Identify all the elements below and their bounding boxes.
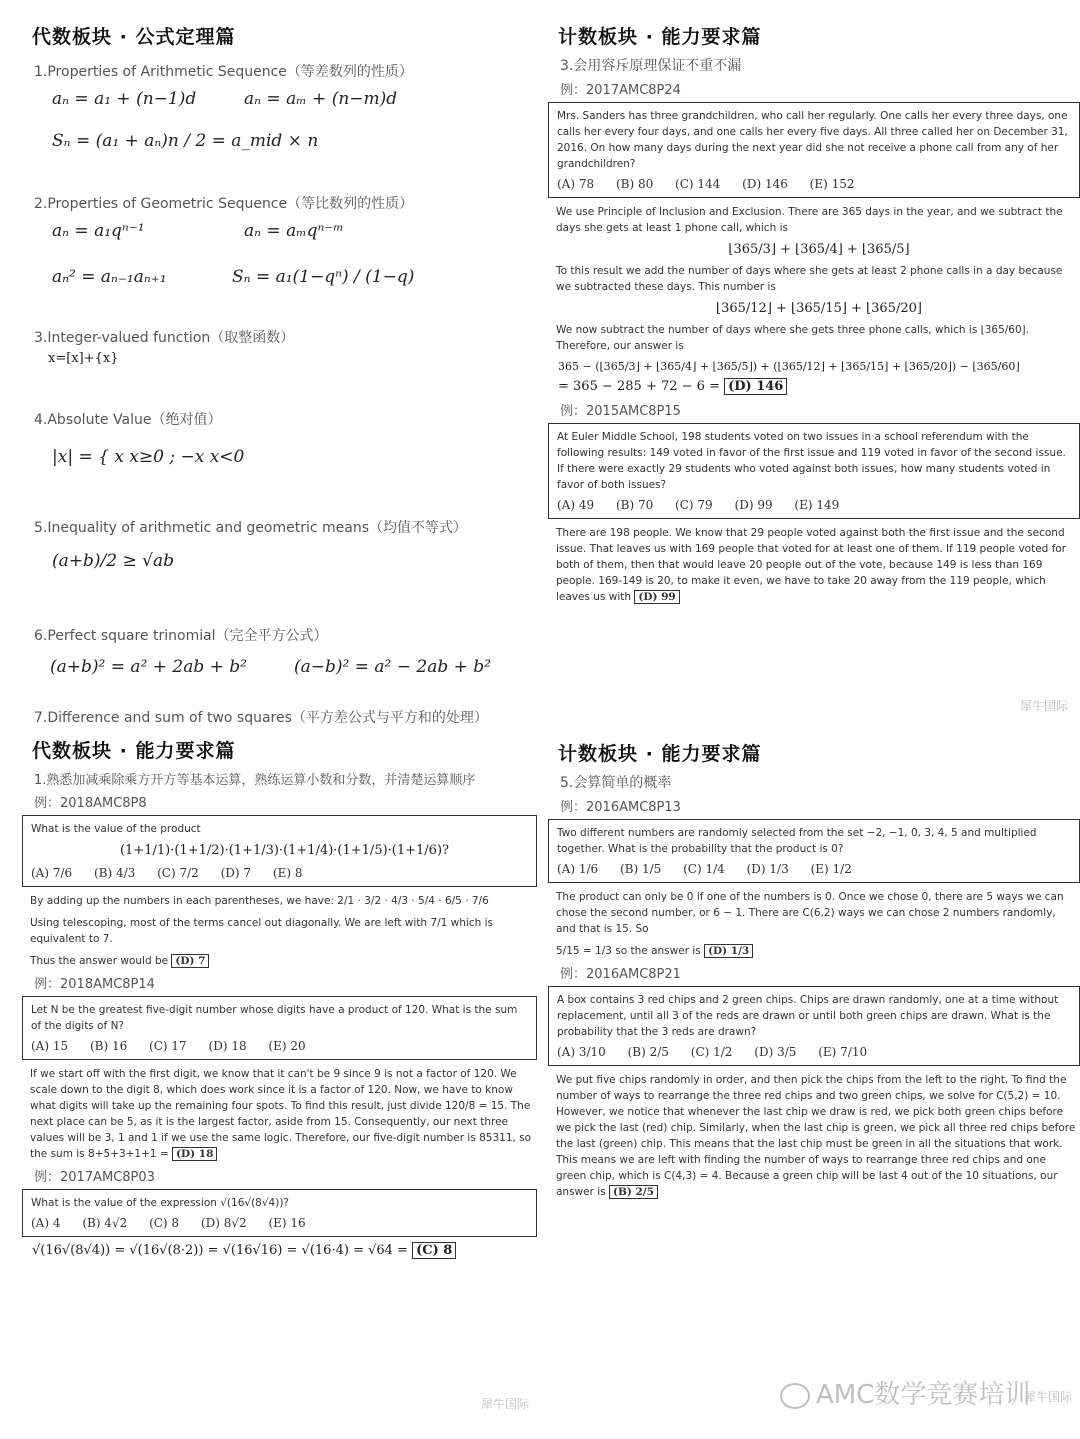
footer-watermark — [780, 1374, 1030, 1411]
wechat-icon — [780, 1383, 810, 1409]
section-label: 1.熟悉加减乘除乘方开方等基本运算，熟练运算小数和分数，并清楚运算顺序 — [34, 773, 476, 788]
choice: (A) 1/6 — [557, 862, 599, 876]
section-label: 6.Perfect square trinomial（完全平方公式） — [34, 628, 328, 644]
panel-algebra-ability — [22, 732, 537, 1432]
answer-box: (D) 18 — [172, 1147, 217, 1161]
formula: x=[x]+{x} — [48, 351, 119, 366]
problem-text: What is the value of the product — [31, 823, 201, 835]
solution-math: = 365 − 285 + 72 − 6 = — [558, 379, 720, 394]
solution-text: Thus the answer would be — [30, 955, 169, 967]
solution-text: We use Principle of Inclusion and Exclusion. There are 365 days in the year, and we subtract the days she gets at least 1 phone call, which is — [556, 206, 1063, 234]
formula: Sₙ = (a₁ + aₙ)n / 2 = a_mid × n — [52, 131, 319, 151]
answer-choices — [31, 1038, 528, 1054]
choice: (D) 7 — [220, 866, 252, 880]
problem-text: Let N be the greatest five-digit number whose digits have a product of 120. What is the sum of the digits of N? — [31, 1004, 518, 1032]
choice: (A) 78 — [557, 177, 595, 191]
problem-box — [22, 1189, 537, 1237]
section-label: 2.Properties of Geometric Sequence（等比数列的性质） — [34, 196, 414, 212]
choice: (E) 149 — [794, 498, 840, 512]
solution-text: Using telescoping, most of the terms cancel out diagonally. We are left with 7/1 which is equivalent to 7. — [30, 917, 493, 945]
panel-title: 计数板块 · 能力要求篇 — [558, 26, 762, 48]
example-label: 例：2016AMC8P21 — [560, 967, 681, 982]
formula: aₙ = aₘqⁿ⁻ᵐ — [244, 221, 344, 241]
choice: (D) 8√2 — [200, 1216, 247, 1230]
section-label: 3.Integer-valued function（取整函数） — [34, 330, 295, 346]
choice: (C) 79 — [675, 498, 713, 512]
choice: (B) 70 — [615, 498, 654, 512]
answer-choices — [557, 1044, 1071, 1060]
problem-math: (1+1/1)·(1+1/2)·(1+1/3)·(1+1/4)·(1+1/5)·(1+1/6)? — [119, 843, 449, 858]
solution-text: If we start off with the first digit, we know that it can't be 9 since 9 is not a factor of 120. We scale down to the digit 8, which does work since it is a factor of 120. Now, we have to know what digits will take up the remaining four spots. To find this result, just divide 120/8 = 15. The next place can be 5, as it is the largest factor, aside from 15. Consequently, our next three values will be 3, 1 and 1 if we use the same logic. Therefore, our five-digit number is 85311, so the sum is 8+5+3+1+1 = — [30, 1068, 532, 1160]
panel-title: 代数板块 · 公式定理篇 — [32, 26, 236, 48]
choice: (C) 17 — [149, 1039, 187, 1053]
panel-counting-probability — [548, 735, 1080, 1435]
choice: (A) 4 — [31, 1216, 61, 1230]
choice: (D) 1/3 — [746, 862, 789, 876]
answer-box: (D) 1/3 — [704, 944, 753, 958]
section-label: 7.Difference and sum of two squares（平方差公式与平方和的处理） — [34, 710, 488, 726]
choice: (A) 15 — [31, 1039, 69, 1053]
example-label: 例：2018AMC8P8 — [34, 796, 147, 811]
choice: (C) 1/4 — [683, 862, 725, 876]
answer-box: (B) 2/5 — [609, 1185, 658, 1199]
choice: (B) 1/5 — [619, 862, 662, 876]
panel-title: 代数板块 · 能力要求篇 — [32, 740, 236, 762]
choice: (E) 7/10 — [818, 1045, 868, 1059]
solution-math: √(16√(8√4)) = √(16√(8·2)) = √(16√16) = √(16·4) = √64 = — [32, 1243, 408, 1258]
solution-math: ⌊365/12⌋ + ⌊365/15⌋ + ⌊365/20⌋ — [716, 301, 922, 316]
choice: (B) 4/3 — [93, 866, 136, 880]
choice: (E) 1/2 — [810, 862, 852, 876]
problem-box — [548, 986, 1080, 1066]
example-label: 例：2015AMC8P15 — [560, 404, 681, 419]
choice: (B) 4√2 — [82, 1216, 128, 1230]
formula: (a+b)/2 ≥ √ab — [52, 551, 174, 571]
problem-text: What is the value of the expression √(16√(8√4))? — [31, 1197, 289, 1209]
solution-text: By adding up the numbers in each parentheses, we have: 2/1 · 3/2 · 4/3 · 5/4 · 6/5 · 7/6 — [30, 895, 489, 907]
formula: aₙ = a₁ + (n−1)d — [52, 89, 197, 109]
panel-algebra-formulas — [22, 18, 527, 726]
answer-box: (D) 146 — [724, 378, 787, 395]
choice: (C) 7/2 — [157, 866, 199, 880]
choice: (E) 152 — [809, 177, 855, 191]
example-label: 例：2016AMC8P13 — [560, 800, 681, 815]
choice: (D) 3/5 — [754, 1045, 797, 1059]
section-label: 5.会算简单的概率 — [560, 775, 672, 791]
section-label: 4.Absolute Value（绝对值） — [34, 412, 222, 428]
section-label: 1.Properties of Arithmetic Sequence（等差数列的性质） — [34, 64, 413, 80]
answer-choices — [557, 176, 1071, 192]
problem-box — [548, 423, 1080, 519]
answer-choices — [557, 497, 1071, 513]
formula: Sₙ = a₁(1−qⁿ) / (1−q) — [232, 267, 415, 287]
formula: aₙ² = aₙ₋₁aₙ₊₁ — [52, 267, 167, 287]
problem-text: A box contains 3 red chips and 2 green chips. Chips are drawn randomly, one at a time without replacement, until all 3 of the reds are drawn or until both green chips are drawn. What is the probability that the 3 reds are drawn? — [557, 994, 1059, 1038]
choice: (A) 49 — [557, 498, 595, 512]
solution-text: There are 198 people. We know that 29 people voted against both the first issue and the second issue. That leaves us with 169 people that voted for at least one of them. If 119 people voted for both of them, then that would leave 20 people out of the vote, because 149 is less than 169 people. 169-149 is 20, to make it even, we have to take 20 away from the 119 people, which leaves us with — [556, 527, 1067, 603]
problem-box — [548, 819, 1080, 883]
problem-text: Mrs. Sanders has three grandchildren, who call her regularly. One calls her every three days, one calls her every four days, and one calls her every five days. All three called her on December 31, 2016. On how many days during the next year did she not receive a phone call from any of her grandchildren? — [557, 110, 1068, 170]
problem-box — [548, 102, 1080, 198]
panel-title: 计数板块 · 能力要求篇 — [558, 743, 762, 765]
solution-math: ⌊365/3⌋ + ⌊365/4⌋ + ⌊365/5⌋ — [728, 242, 910, 257]
problem-box — [22, 996, 537, 1060]
footer-watermark-text: AMC数学竞赛培训 — [816, 1380, 1031, 1410]
watermark: 犀牛国际 — [480, 1397, 529, 1411]
solution-text: We put five chips randomly in order, and then pick the chips from the left to the right. To find the number of ways to rearrange the three red chips and two green chips, we solve for C(5,2) = 10. However, we notice that whenever the last chip we draw is red, we pick both green chips before we pick the last (red) chip. Similarly, when the last chip is green, we pick all three red chips before the last (green) chip. This means that the last chip must be green in all the situations that work. This means we are left with finding the number of ways to rearrange three red chips and one green chip, which is C(4,3) = 4. Because a green chip will be last 4 out of the 10 situations, our answer is — [556, 1074, 1076, 1198]
problem-text: Two different numbers are randomly selected from the set −2, −1, 0, 3, 4, 5 and multiplied together. What is the probability that the product is 0? — [557, 827, 1037, 855]
answer-box: (D) 7 — [171, 954, 209, 968]
panel-counting-inclusion-exclusion — [548, 18, 1080, 716]
formula: (a−b)² = a² − 2ab + b² — [294, 657, 491, 677]
choice: (E) 20 — [268, 1039, 306, 1053]
answer-choices — [557, 861, 1071, 877]
choice: (C) 1/2 — [690, 1045, 733, 1059]
solution-text: To this result we add the number of days where she gets at least 2 phone calls in a day because we subtracted these days. This number is — [556, 265, 1063, 293]
formula: |x| = { x x≥0 ; −x x<0 — [52, 447, 245, 467]
example-label: 例：2017AMC8P03 — [34, 1170, 155, 1185]
answer-choices — [31, 865, 528, 881]
answer-box: (C) 8 — [412, 1242, 456, 1259]
example-label: 例：2018AMC8P14 — [34, 977, 155, 992]
solution-math: 365 − (⌊365/3⌋ + ⌊365/4⌋ + ⌊365/5⌋) + (⌊365/12⌋ + ⌊365/15⌋ + ⌊365/20⌋) − ⌊365/60⌋ — [558, 360, 1020, 373]
solution-text: We now subtract the number of days where she gets three phone calls, which is ⌊365/60⌋. Therefore, our answer is — [556, 324, 1030, 352]
choice: (A) 3/10 — [557, 1045, 606, 1059]
problem-box — [22, 815, 537, 887]
choice: (E) 8 — [272, 866, 303, 880]
choice: (B) 2/5 — [627, 1045, 669, 1059]
problem-text: At Euler Middle School, 198 students voted on two issues in a school referendum with the following results: 149 voted in favor of the first issue and 119 voted in favor of the second issue. If there were exactly 29 students who voted against both issues, how many students voted in favor of both issues? — [557, 431, 1066, 491]
formula: (a+b)² = a² + 2ab + b² — [50, 657, 247, 677]
choice: (D) 99 — [734, 498, 773, 512]
choice: (E) 16 — [268, 1216, 306, 1230]
watermark: 犀牛国际 — [1023, 1390, 1072, 1404]
formula: aₙ = aₘ + (n−m)d — [244, 89, 398, 109]
answer-choices — [31, 1215, 528, 1231]
example-label: 例：2017AMC8P24 — [560, 83, 681, 98]
solution-text: 5/15 = 1/3 so the answer is — [556, 945, 701, 957]
choice: (A) 7/6 — [31, 866, 73, 880]
section-label: 5.Inequality of arithmetic and geometric means（均值不等式） — [34, 520, 468, 536]
answer-box: (D) 99 — [634, 590, 679, 604]
choice: (C) 144 — [675, 177, 721, 191]
solution-text: The product can only be 0 if one of the numbers is 0. Once we chose 0, there are 5 ways we can chose the second number, or 6 − 1. There are C(6,2) ways we can chose 2 numbers randomly, and that is 15. So — [556, 891, 1064, 935]
formula: aₙ = a₁qⁿ⁻¹ — [52, 221, 145, 241]
watermark: 犀牛国际 — [1019, 699, 1068, 713]
choice: (B) 80 — [615, 177, 654, 191]
choice: (B) 16 — [89, 1039, 128, 1053]
choice: (D) 18 — [208, 1039, 247, 1053]
choice: (C) 8 — [149, 1216, 180, 1230]
section-label: 3.会用容斥原理保证不重不漏 — [560, 58, 742, 74]
choice: (D) 146 — [742, 177, 788, 191]
